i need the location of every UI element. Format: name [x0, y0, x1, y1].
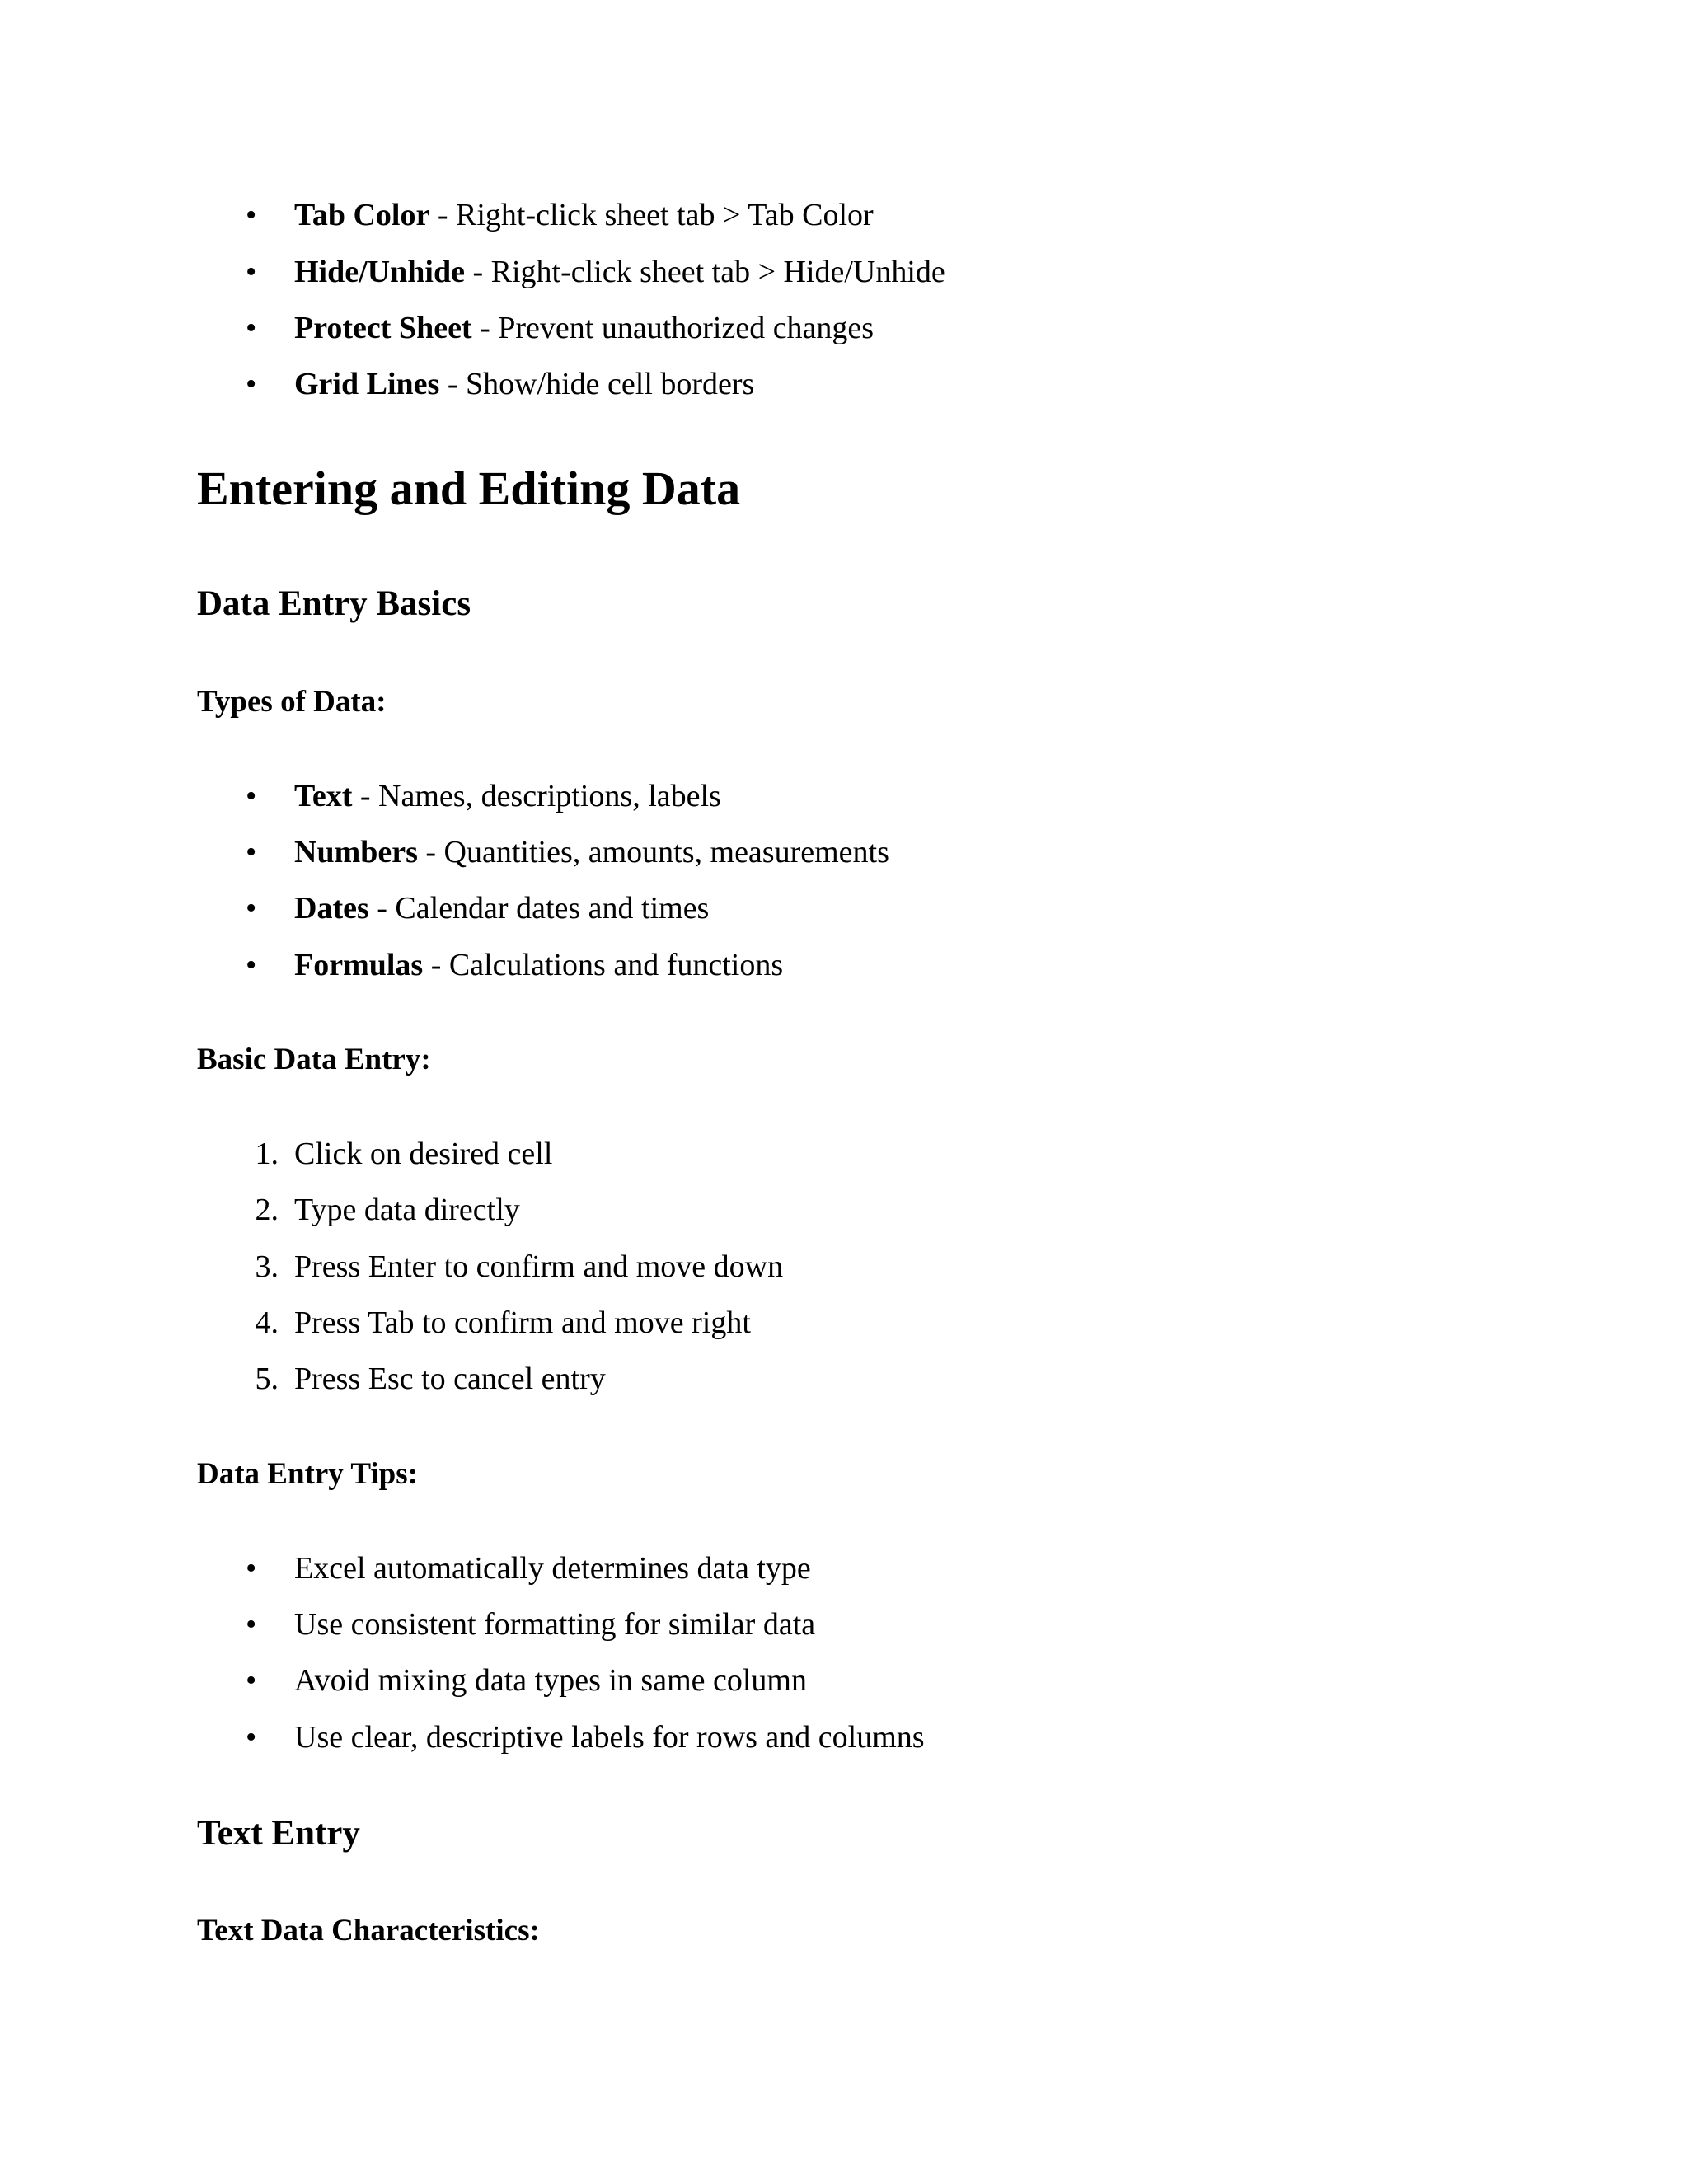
step-number: 2.	[255, 1193, 279, 1227]
bullet-icon: •	[246, 367, 257, 401]
list-item-term: Grid Lines	[294, 367, 440, 401]
bullet-icon: •	[246, 835, 257, 869]
list-item-text: Use clear, descriptive labels for rows and columns	[294, 1720, 925, 1755]
label-data-entry-tips: Data Entry Tips:	[197, 1457, 418, 1491]
step-number: 3.	[255, 1249, 279, 1284]
label-text-data-characteristics: Text Data Characteristics:	[197, 1914, 540, 1947]
step-text: Click on desired cell	[294, 1137, 553, 1171]
bullet-icon: •	[246, 1607, 257, 1642]
list-item-term: Numbers	[294, 835, 418, 869]
step-text: Press Esc to cancel entry	[294, 1361, 606, 1396]
list-item-text: - Show/hide cell borders	[439, 367, 755, 401]
bullet-icon: •	[246, 255, 257, 289]
list-item-term: Tab Color	[294, 198, 430, 232]
list-item-text: - Prevent unauthorized changes	[471, 311, 874, 345]
list-item-text: Use consistent formatting for similar data	[294, 1607, 816, 1642]
label-types-of-data: Types of Data:	[197, 685, 387, 719]
list-item-text: - Calculations and functions	[423, 948, 784, 982]
list-item-term: Text	[294, 779, 353, 813]
list-item-text: Avoid mixing data types in same column	[294, 1663, 807, 1698]
bullet-icon: •	[246, 198, 257, 232]
subheading-data-entry-basics: Data Entry Basics	[197, 584, 471, 623]
list-item-text: - Quantities, amounts, measurements	[417, 835, 889, 869]
list-item-term: Hide/Unhide	[294, 255, 465, 289]
bullet-icon: •	[246, 891, 257, 926]
list-item-text: Excel automatically determines data type	[294, 1551, 811, 1586]
bullet-icon: •	[246, 1551, 257, 1586]
list-item-text: - Calendar dates and times	[368, 891, 710, 926]
label-basic-data-entry: Basic Data Entry:	[197, 1043, 431, 1076]
bullet-icon: •	[246, 779, 257, 813]
bullet-icon: •	[246, 1663, 257, 1698]
step-text: Type data directly	[294, 1193, 520, 1227]
list-item-term: Protect Sheet	[294, 311, 472, 345]
list-item-text: - Right-click sheet tab > Tab Color	[429, 198, 874, 232]
step-text: Press Tab to confirm and move right	[294, 1305, 751, 1340]
bullet-icon: •	[246, 311, 257, 345]
step-number: 4.	[255, 1305, 279, 1340]
bullet-icon: •	[246, 948, 257, 982]
list-item-text: - Names, descriptions, labels	[352, 779, 721, 813]
step-number: 5.	[255, 1361, 279, 1396]
step-text: Press Enter to confirm and move down	[294, 1249, 784, 1284]
list-item-term: Dates	[294, 891, 369, 926]
list-item-term: Formulas	[294, 948, 424, 982]
subheading-text-entry: Text Entry	[197, 1814, 360, 1853]
bullet-icon: •	[246, 1720, 257, 1755]
step-number: 1.	[255, 1137, 279, 1171]
section-heading-entering-editing-data: Entering and Editing Data	[197, 462, 741, 515]
list-item-text: - Right-click sheet tab > Hide/Unhide	[464, 255, 945, 289]
